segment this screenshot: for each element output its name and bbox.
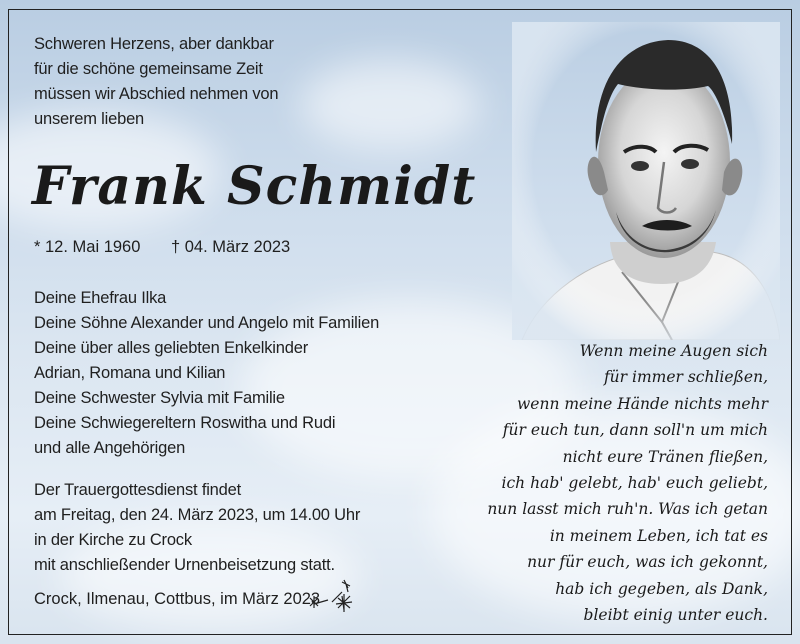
poem-line: Wenn meine Augen sich [579,342,768,360]
family-line: Deine Schwester Sylvia mit Familie [34,389,285,407]
service-line: am Freitag, den 24. März 2023, um 14.00 Uhr [34,506,361,524]
service-info [34,478,360,578]
family-line: Deine Ehefrau Ilka [34,289,167,307]
poem-line: bleibt einig unter euch. [583,606,768,625]
poem-line: für immer schließen, [603,368,768,387]
life-dates [34,238,316,257]
place-date: Crock, Ilmenau, Cottbus, im März 2023 [34,590,321,608]
portrait-photo [512,22,780,340]
poem-line: ich hab' gelebt, hab' euch geliebt, [501,474,768,493]
intro-line: müssen wir Abschied nehmen von [34,85,279,103]
family-list [34,286,379,461]
deceased-name: Frank Schmidt [32,156,477,217]
family-line: Deine Söhne Alexander und Angelo mit Familien [34,314,380,332]
birth-date: * 12. Mai 1960 [34,238,141,256]
intro-line: für die schöne gemeinsame Zeit [34,60,263,78]
poem-line: nur für euch, was ich gekonnt, [527,553,768,572]
service-line: in der Kirche zu Crock [34,531,192,549]
family-line: Deine über alles geliebten Enkelkinder [34,339,308,357]
intro-text [34,32,278,132]
poem-line: nun lasst mich ruh'n. Was ich getan [487,500,768,519]
family-line: Adrian, Romana und Kilian [34,364,226,382]
family-line: und alle Angehörigen [34,439,186,457]
service-line: Der Trauergottesdienst findet [34,481,241,499]
poem-line: wenn meine Hände nichts mehr [517,394,768,413]
intro-line: Schweren Herzens, aber dankbar [34,35,274,53]
intro-line: unserem lieben [34,110,145,128]
poem-line: hab ich gegeben, als Dank, [555,579,768,598]
poem-line: in meinem Leben, ich tat es [549,526,768,545]
poem-line: nicht eure Tränen fließen, [562,447,768,466]
dandelion-icon [308,578,360,614]
poem-line: für euch tun, dann soll'n um mich [502,421,768,440]
poem [487,338,768,628]
service-line: mit anschließender Urnenbeisetzung statt. [34,556,335,574]
death-date: † 04. März 2023 [171,238,291,256]
family-line: Deine Schwiegereltern Roswitha und Rudi [34,414,336,432]
